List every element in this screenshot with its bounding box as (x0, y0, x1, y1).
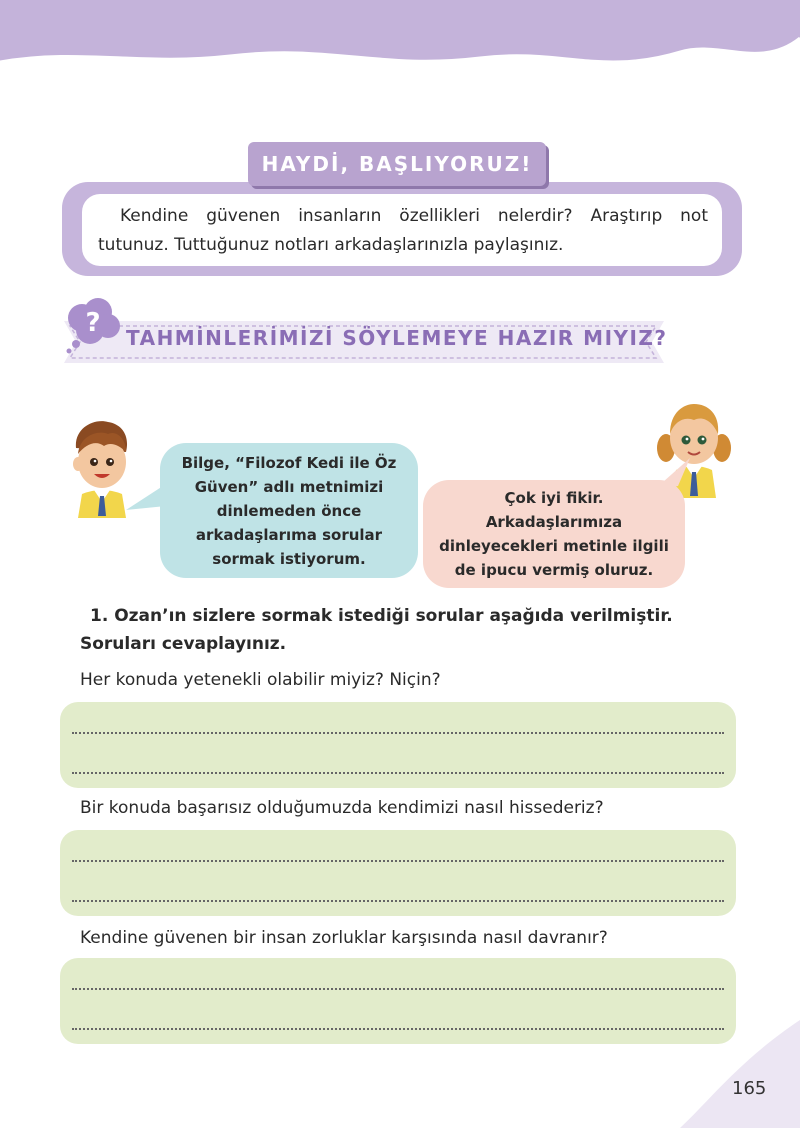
header-wave-decoration (0, 0, 800, 90)
answer-line[interactable] (72, 900, 724, 902)
bilge-speech-bubble (423, 480, 685, 588)
answer-line[interactable] (72, 1028, 724, 1030)
answer-line[interactable] (72, 772, 724, 774)
answer-line[interactable] (72, 732, 724, 734)
answer-box-3[interactable] (60, 958, 736, 1044)
page-number: 165 (732, 1078, 767, 1099)
bilge-speech-text: Çok iyi fikir. Arkadaşlarımıza dinleyecekleri metinle ilgili de ipucu vermiş oluruz. (439, 489, 669, 579)
answer-box-1[interactable] (60, 702, 736, 788)
question-text-3: Kendine güvenen bir insan zorluklar karşısında nasıl davranır? (80, 928, 608, 948)
ozan-speech-bubble (160, 443, 418, 578)
intro-banner-title-tab (248, 142, 546, 186)
ozan-speech-text: Bilge, “Filozof Kedi ile Öz Güven” adlı metnimizi dinlemeden önce arkadaşlarıma sorular sormak istiyorum. (181, 453, 397, 568)
question-mark-glyph: ? (85, 308, 101, 338)
activity-instruction: 1. Ozan’ın sizlere sormak istediği sorular aşağıda verilmiştir. Soruları cevaplayınız. (80, 606, 673, 654)
intro-banner-text: Kendine güvenen insanların özellikleri nelerdir? Araştırıp not tutunuz. Tuttuğunuz notları arkadaşlarınızla paylaşınız. (98, 206, 708, 255)
answer-line[interactable] (72, 860, 724, 862)
question-text-1: Her konuda yetenekli olabilir miyiz? Niçin? (80, 670, 441, 690)
intro-banner-title: HAYDİ, BAŞLIYORUZ! (261, 152, 533, 176)
predictions-banner-title: TAHMİNLERİMİZİ SÖYLEMEYE HAZIR MIYIZ? (126, 326, 668, 350)
answer-line[interactable] (72, 988, 724, 990)
page-corner-decoration (680, 1020, 800, 1128)
question-text-2: Bir konuda başarısız olduğumuzda kendimizi nasıl hissederiz? (80, 798, 604, 818)
answer-box-2[interactable] (60, 830, 736, 916)
question-cloud-icon (62, 294, 124, 354)
